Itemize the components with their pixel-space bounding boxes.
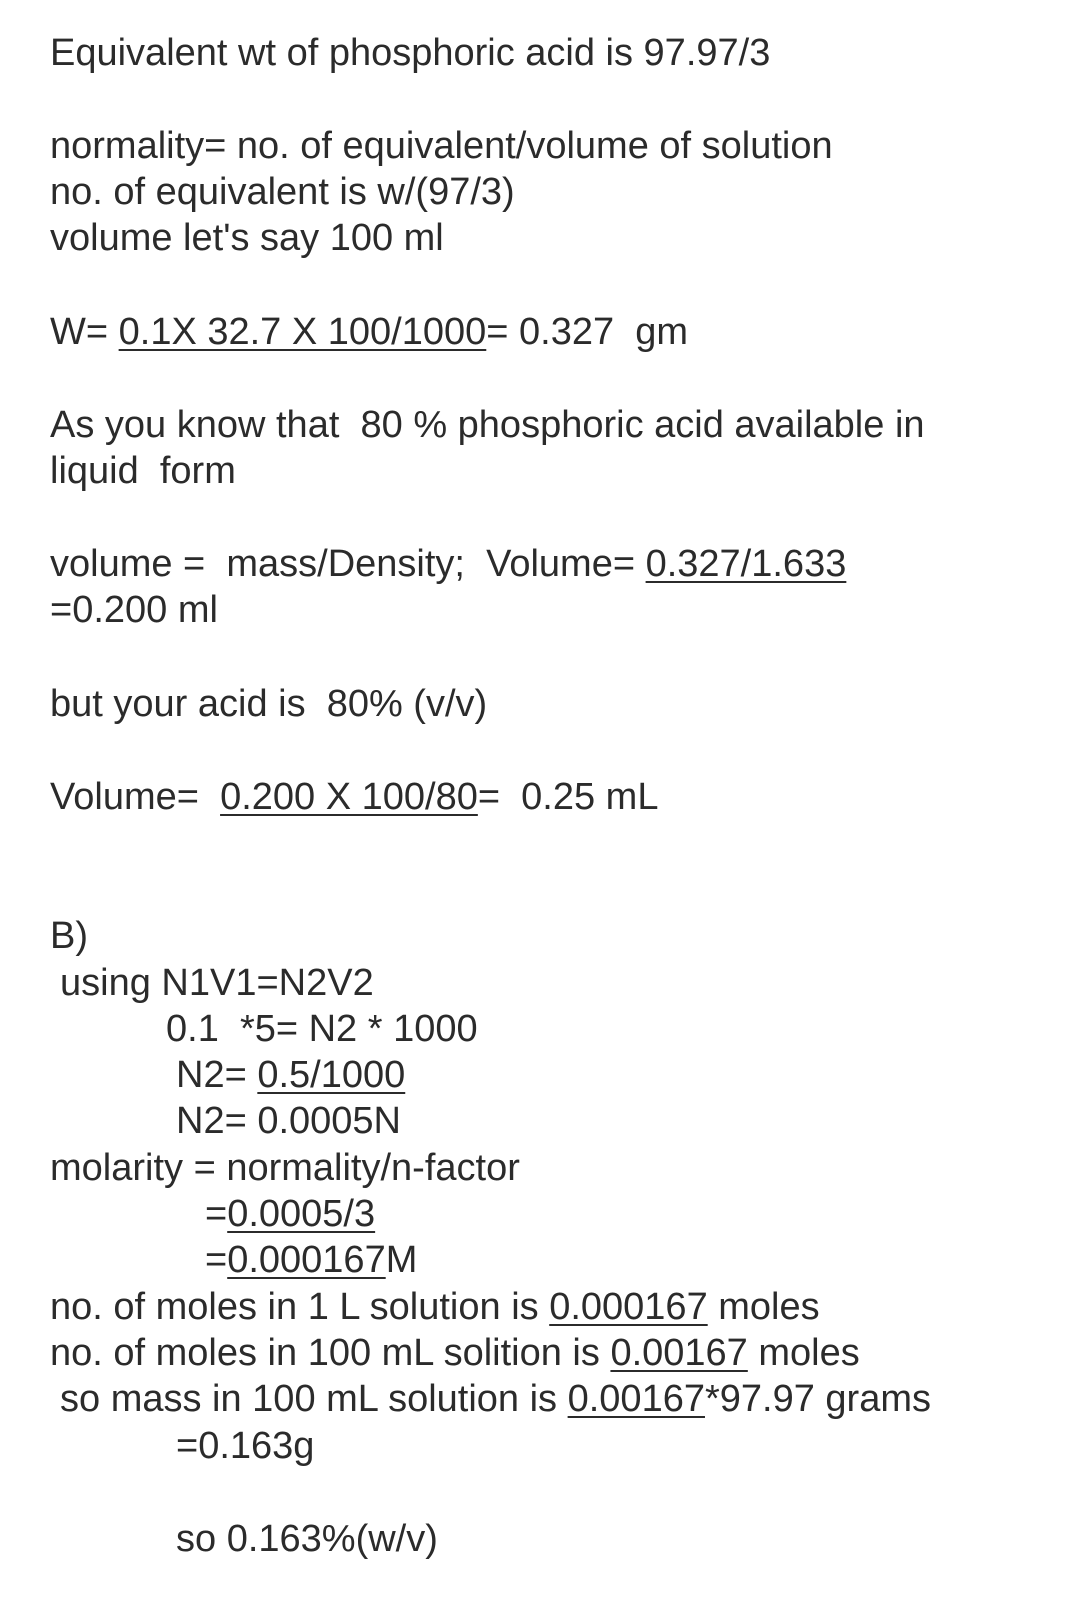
volume-formula-underlined: 0.327/1.633	[645, 543, 847, 585]
adjusted-volume-underlined: 0.200 X 100/80	[220, 776, 478, 818]
mass-100ml-suffix: *97.97 grams	[704, 1378, 931, 1420]
molarity-result-unit: M	[385, 1239, 418, 1281]
moles-100ml-line	[50, 1330, 860, 1376]
moles-1l-prefix: no. of moles in 1 L solution is	[50, 1286, 550, 1328]
molarity-fraction-line	[205, 1191, 375, 1237]
moles-100ml-underlined: 0.00167	[610, 1332, 748, 1374]
weight-calc-result: = 0.327 gm	[486, 311, 689, 353]
molarity-result-underlined: 0.000167	[227, 1239, 386, 1281]
volume-formula-line	[50, 541, 846, 587]
n2-fraction-prefix: N2=	[176, 1054, 258, 1096]
acid-concentration-line: but your acid is 80% (v/v)	[50, 683, 488, 725]
molarity-fraction-prefix: =	[205, 1193, 228, 1235]
moles-1l-line	[50, 1284, 820, 1330]
weight-calc-prefix: W=	[50, 311, 119, 353]
final-percentage-line: so 0.163%(w/v)	[176, 1518, 438, 1560]
volume-formula-prefix: volume = mass/Density; Volume=	[50, 543, 646, 585]
molarity-formula-line: molarity = normality/n-factor	[50, 1147, 520, 1189]
n2-fraction-line	[176, 1052, 405, 1098]
liquid-form-line: liquid form	[50, 450, 236, 492]
adjusted-volume-prefix: Volume=	[50, 776, 221, 818]
mass-result-line: =0.163g	[176, 1425, 315, 1467]
mass-100ml-underlined: 0.00167	[567, 1378, 705, 1420]
moles-1l-underlined: 0.000167	[549, 1286, 708, 1328]
n2-fraction-underlined: 0.5/1000	[257, 1054, 406, 1096]
equivalents-line: no. of equivalent is w/(97/3)	[50, 171, 515, 213]
equivalent-weight-line: Equivalent wt of phosphoric acid is 97.97/3	[50, 32, 771, 74]
volume-assumption-line: volume let's say 100 ml	[50, 217, 444, 259]
weight-calc-underlined: 0.1X 32.7 X 100/1000	[118, 311, 487, 353]
adjusted-volume-line	[50, 774, 658, 820]
dilution-formula-line: using N1V1=N2V2	[60, 962, 374, 1004]
molarity-result-prefix: =	[205, 1239, 228, 1281]
mass-100ml-line	[60, 1376, 931, 1422]
weight-calculation-line	[50, 309, 688, 355]
volume-result-line: =0.200 ml	[50, 589, 218, 631]
normality-definition-line: normality= no. of equivalent/volume of solution	[50, 125, 833, 167]
part-b-heading: B)	[50, 915, 88, 957]
mass-100ml-prefix: so mass in 100 mL solution is	[60, 1378, 568, 1420]
dilution-substitution-line: 0.1 *5= N2 * 1000	[166, 1008, 478, 1050]
moles-1l-suffix: moles	[707, 1286, 820, 1328]
molarity-fraction-underlined: 0.0005/3	[227, 1193, 376, 1235]
adjusted-volume-result: = 0.25 mL	[477, 776, 659, 818]
n2-result-line: N2= 0.0005N	[176, 1100, 401, 1142]
moles-100ml-prefix: no. of moles in 100 mL solition is	[50, 1332, 611, 1374]
moles-100ml-suffix: moles	[747, 1332, 860, 1374]
acid-availability-line: As you know that 80 % phosphoric acid available in	[50, 404, 925, 446]
molarity-result-line	[205, 1237, 417, 1283]
